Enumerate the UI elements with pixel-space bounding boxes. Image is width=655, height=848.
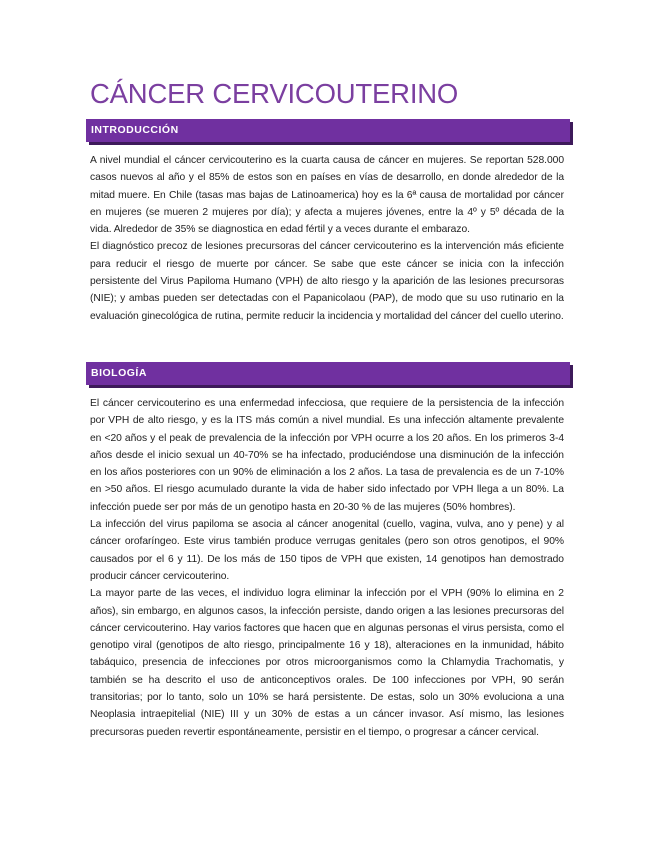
paragraph: La mayor parte de las veces, el individuo logra eliminar la infección por el VPH (90% lo elimina en 2 años), sin embargo, en algunos casos, la infección persiste, dando origen a las lesiones precursoras del cáncer cervicouterino. Hay varios factores que hacen que en algunas personas el virus persista, como el genotipo viral (genotipos de alto riesgo, principalmente 16 y 18), alteraciones en la inmunidad, hábito tabáquico, presencia de infecciones por otros microorganismos como la Chlamydia Trachomatis, y también se ha descrito el uso de anticonceptivos orales. De 100 infecciones por VPH, 90 serán transitorias; por lo tanto, solo un 10% se hará persistente. De estas, solo un 30% evoluciona a una Neoplasia intraepitelial (NIE) III y un 30% de estas a un cáncer invasor. Así mismo, las lesiones precursoras pueden revertir espontáneamente, persistir en el tiempo, o progresar a cáncer cervical. — [90, 588, 564, 738]
paragraph: El diagnóstico precoz de lesiones precursoras del cáncer cervicouterino es la intervención más eficiente para reducir el riesgo de muerte por cáncer. Se sabe que este cáncer se inicia con la infección persistente del Virus Papiloma Humano (VPH) de alto riesgo y la aparición de las lesiones precursoras (NIE); y ambas pueden ser detectadas con el Papanicolaou (PAP), de modo que su uso rutinario en la evaluación ginecológica de rutina, permite reducir la incidencia y mortalidad del cáncer del cuello uterino. — [90, 241, 564, 322]
paragraph: La infección del virus papiloma se asocia al cáncer anogenital (cuello, vagina, vulva, ano y pene) y al cáncer orofaríngeo. Este virus también produce verrugas genitales (pero son otros genotipos, el 90% causados por el 6 y 11). De los más de 150 tipos de VPH que existen, 14 genotipos han demostrado producir cáncer cervicouterino. — [90, 519, 564, 582]
paragraph: A nivel mundial el cáncer cervicouterino es la cuarta causa de cáncer en mujeres. Se reportan 528.000 casos nuevos al año y el 85% de estos son en países en vías de desarrollo, en donde alrededor de la mitad muere. En Chile (tasas mas bajas de Latinoamerica) hoy es la 6ª causa de mortalidad por cáncer en mujeres (se mueren 2 mujeres por día); y afecta a mujeres jóvenes, entre la 4º y 5º década de la vida. Alrededor de 35% se diagnostica en edad fértil y a veces durante el embarazo. — [90, 155, 564, 236]
section-heading-band — [86, 362, 570, 385]
section-heading-introduccion: INTRODUCCIÓN — [91, 124, 179, 136]
section-body-biologia — [90, 395, 564, 741]
section-heading-biologia: BIOLOGÍA — [91, 367, 147, 379]
paragraph: El cáncer cervicouterino es una enfermedad infecciosa, que requiere de la persistencia de la infección por VPH de alto riesgo, y es la ITS más común a nivel mundial. Es una infección altamente prevalente en <20 años y el peak de prevalencia de la infección por VPH ocurre a los 20 años. En los primeros 3-4 años desde el inicio sexual un 40-70% se ha infectado, produciéndose una disminución de la infección en los años posteriores con un 90% de eliminación a los 2 años. La tasa de prevalencia es de un 7-10% en >50 años. El riesgo acumulado durante la vida de haber sido infectado por VPH llega a un 80%. La infección puede ser por más de un genotipo hasta en 20-30 % de las mujeres (50% hombres). — [90, 398, 564, 513]
section-body-introduccion — [90, 152, 564, 325]
section-heading-band — [86, 119, 570, 142]
document-title: CÁNCER CERVICOUTERINO — [90, 78, 459, 109]
